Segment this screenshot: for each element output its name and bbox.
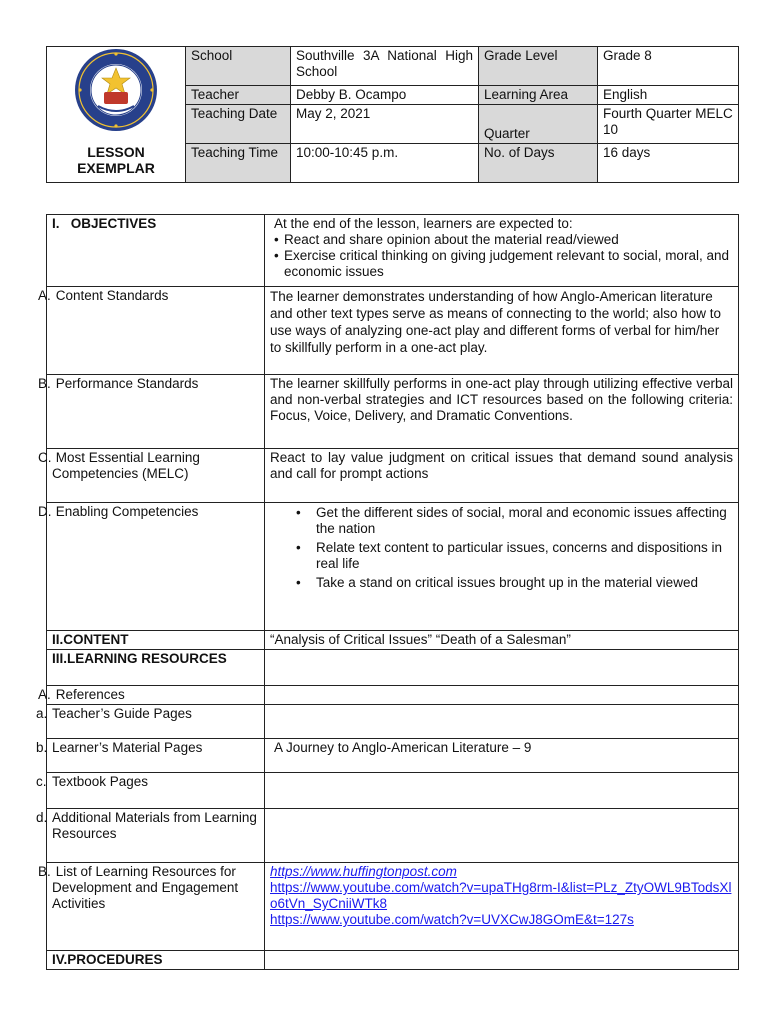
days-label: No. of Days <box>479 144 598 183</box>
quarter-value: Fourth Quarter MELC 10 <box>598 105 739 144</box>
references-label <box>38 686 265 705</box>
grade-level-label: Grade Level <box>479 47 598 86</box>
objectives-intro: At the end of the lesson, learners are expected to: <box>274 216 573 231</box>
item-label: Performance Standards <box>55 376 199 391</box>
procedures-row <box>47 951 739 970</box>
teaching-date-value: May 2, 2021 <box>291 105 479 144</box>
learners-material-label <box>36 739 265 773</box>
teachers-guide-label <box>36 705 265 739</box>
item-number: C. <box>38 450 52 465</box>
title-line-2: EXEMPLAR <box>77 160 155 176</box>
content-row <box>47 631 739 650</box>
melc-text: React to lay value judgment on critical issues that demand sound analysis and call for prompt actions <box>265 449 739 503</box>
title-line-1: LESSON <box>87 144 145 160</box>
resource-links <box>265 863 739 951</box>
quarter-label: Quarter <box>479 105 598 144</box>
textbook-row <box>47 773 739 809</box>
item-number: B. <box>38 864 51 879</box>
content-label: II.CONTENT <box>47 631 265 650</box>
references-empty <box>265 686 739 705</box>
melc-label <box>38 449 265 503</box>
lesson-exemplar-title <box>52 144 180 176</box>
item-number: d. <box>36 810 48 825</box>
resources-empty <box>265 650 739 686</box>
youtube-playlist-link[interactable]: https://www.youtube.com/watch?v=upaTHg8rm-I&list=PLz_ZtyOWL9BTodsXlo6tVn_SyCniiWTk8 <box>270 880 732 911</box>
youtube-video-link[interactable]: https://www.youtube.com/watch?v=UVXCwJ8GOmE&t=127s <box>270 912 634 927</box>
references-row <box>47 686 739 705</box>
days-value: 16 days <box>598 144 739 183</box>
content-standards-label <box>38 287 265 375</box>
teaching-time-label: Teaching Time <box>186 144 291 183</box>
enabling-label <box>38 503 265 631</box>
item-label: List of Learning Resources for Development and Engagement Activities <box>52 864 239 911</box>
huffingtonpost-link[interactable]: https://www.huffingtonpost.com <box>270 864 457 879</box>
list-item: • React and share opinion about the material read/viewed <box>284 232 733 248</box>
list-item: • Take a stand on critical issues brought up in the material viewed <box>316 575 733 591</box>
item-number: D. <box>38 504 52 519</box>
item-number: A. <box>38 687 51 702</box>
additional-materials-label <box>36 809 265 863</box>
resources-label: III.LEARNING RESOURCES <box>47 650 265 686</box>
objectives-row <box>47 215 739 287</box>
school-value: Southville 3A National High School <box>291 47 479 86</box>
content-standards-text: The learner demonstrates understanding of how Anglo-American literature and other text types serve as means of connecting to the world; also how to use ways of analyzing one-act play and different forms of verbal for him/her to skillfully perform in a one-act play. <box>265 287 739 375</box>
item-label: References <box>55 687 125 702</box>
resources-row <box>47 650 739 686</box>
teaching-time-value: 10:00-10:45 p.m. <box>291 144 479 183</box>
lesson-table <box>36 214 739 970</box>
resource-list-row <box>47 863 739 951</box>
header-table <box>46 46 739 183</box>
item-label: Teacher’s Guide Pages <box>52 706 192 721</box>
performance-standards-label <box>38 375 265 449</box>
logo-cell <box>47 47 186 183</box>
objectives-cell <box>265 215 739 287</box>
learning-area-label: Learning Area <box>479 86 598 105</box>
school-label: School <box>186 47 291 86</box>
resource-list-label <box>38 863 265 951</box>
item-number: a. <box>36 706 48 721</box>
item-number: B. <box>38 376 51 391</box>
list-item: • Relate text content to particular issues, concerns and dispositions in real life <box>316 540 733 572</box>
teachers-guide-row <box>47 705 739 739</box>
enabling-row <box>47 503 739 631</box>
teaching-date-label: Teaching Date <box>186 105 291 144</box>
learners-material-row <box>47 739 739 773</box>
deped-seal-icon <box>74 48 158 132</box>
teachers-guide-value <box>265 705 739 739</box>
additional-materials-row <box>47 809 739 863</box>
item-label: Additional Materials from Learning Resources <box>52 810 257 841</box>
learners-material-value: A Journey to Anglo-American Literature – 9 <box>265 739 739 773</box>
additional-materials-value <box>265 809 739 863</box>
item-number: b. <box>36 740 48 755</box>
textbook-value <box>265 773 739 809</box>
item-label: Most Essential Learning Competencies (MELC) <box>52 450 200 481</box>
list-item: • Exercise critical thinking on giving judgement relevant to social, moral, and economic issues <box>284 248 733 280</box>
grade-level-value: Grade 8 <box>598 47 739 86</box>
item-label: Textbook Pages <box>52 774 149 789</box>
objectives-list <box>270 232 733 280</box>
item-number: c. <box>36 774 47 789</box>
item-label: Content Standards <box>55 288 169 303</box>
teacher-value: Debby B. Ocampo <box>291 86 479 105</box>
item-label: Learner’s Material Pages <box>52 740 203 755</box>
learning-area-value: English <box>598 86 739 105</box>
item-label: Enabling Competencies <box>55 504 199 519</box>
performance-standards-row <box>47 375 739 449</box>
textbook-label <box>36 773 265 809</box>
teacher-label: Teacher <box>186 86 291 105</box>
list-item: • Get the different sides of social, moral and economic issues affecting the nation <box>316 505 733 537</box>
content-standards-row <box>47 287 739 375</box>
content-text: “Analysis of Critical Issues” “Death of a Salesman” <box>265 631 739 650</box>
procedures-label: IV.PROCEDURES <box>47 951 265 970</box>
procedures-empty <box>265 951 739 970</box>
enabling-list <box>270 505 733 591</box>
objectives-label: I. OBJECTIVES <box>47 215 265 287</box>
enabling-cell <box>265 503 739 631</box>
item-number: A. <box>38 288 51 303</box>
melc-row <box>47 449 739 503</box>
performance-standards-text: The learner skillfully performs in one-act play through utilizing effective verbal and non-verbal strategies and ICT resources based on the following criteria: Focus, Voice, Delivery, and Dramatic Conventions. <box>265 375 739 449</box>
